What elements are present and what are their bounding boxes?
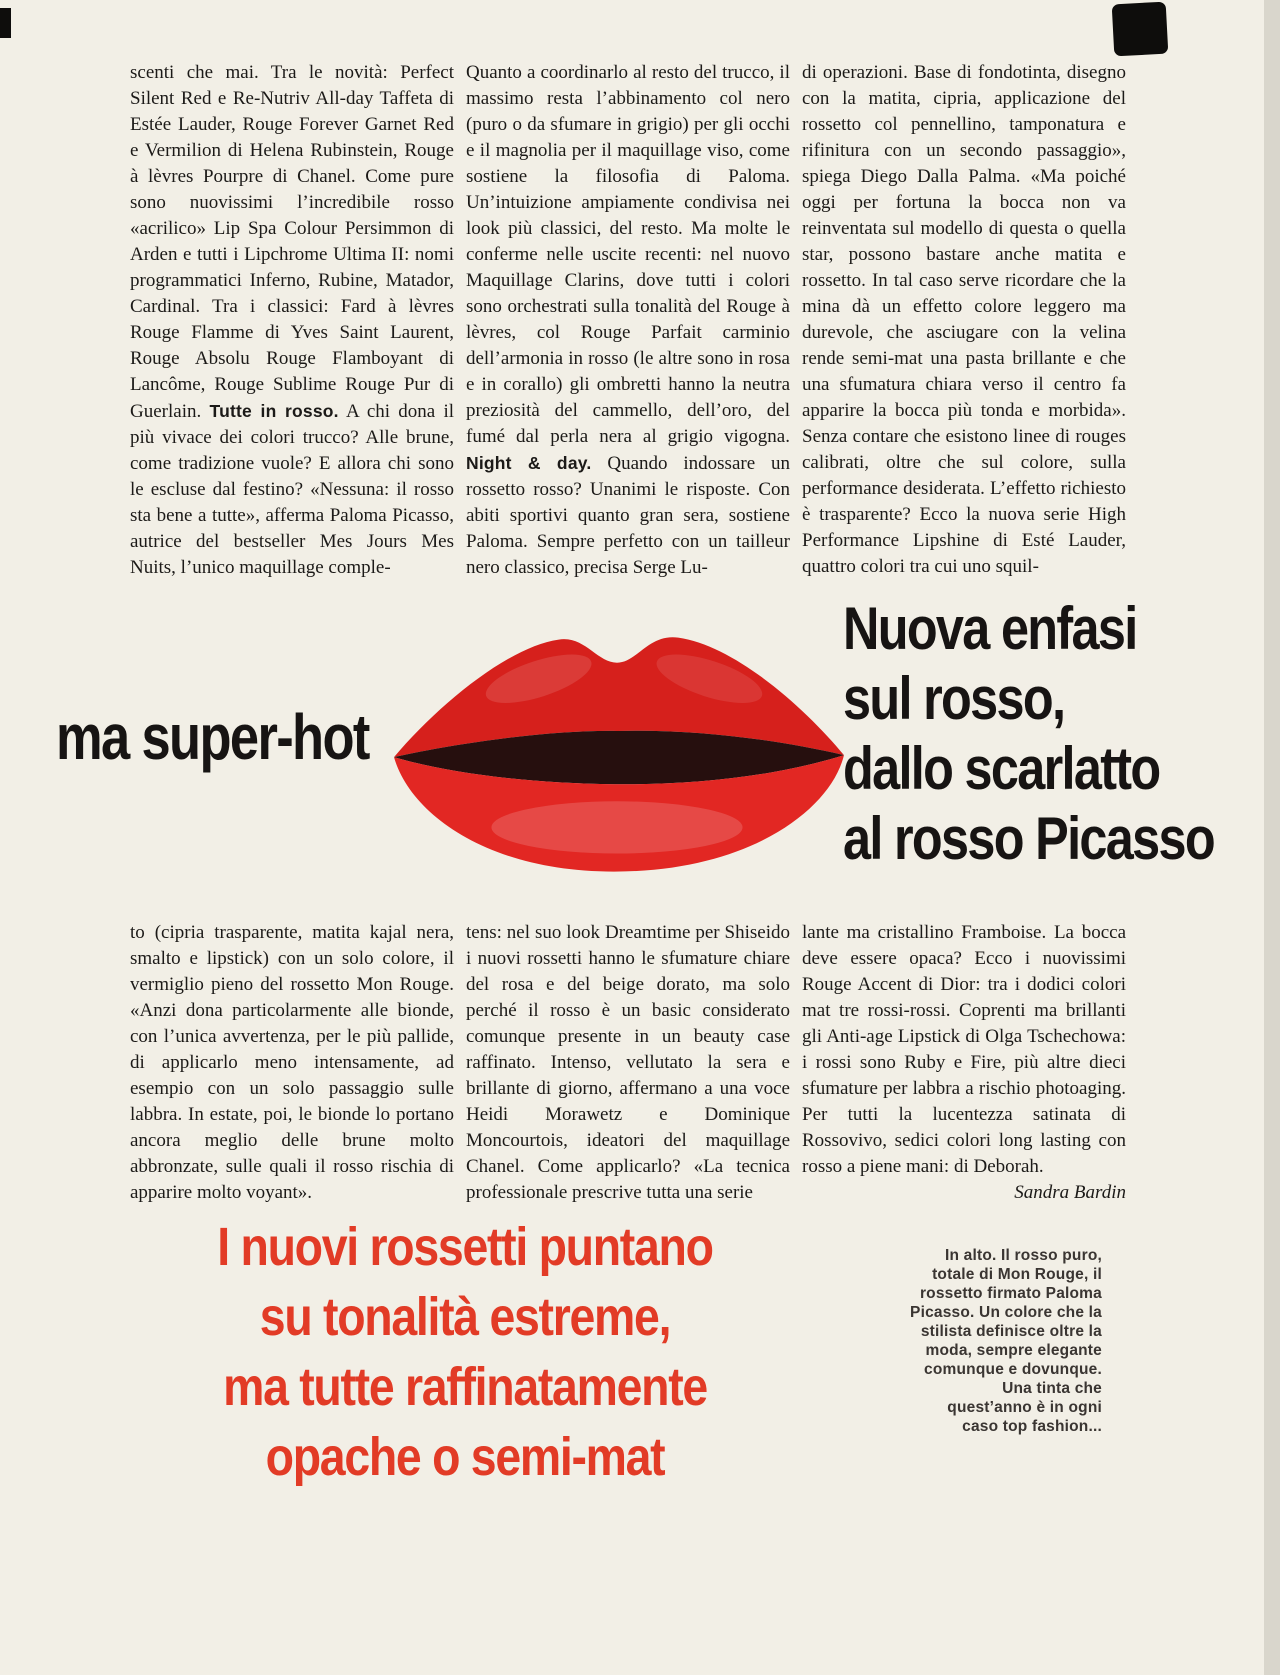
paragraph: Quanto a coordinarlo al resto del trucco, il massimo resta l’abbinamento col nero (puro o da sfumare in grigio) per gli occhi e il magnolia per il maquillage viso, come sostiene la filosofia di Paloma. Un’intuizione ampiamente condivisa nei look più classici, del resto. Ma molte le conferme nelle uscite recenti: nel nuovo Maquillage Clarins, dove tutti i colori sono orchestrati sulla tonalità del Rouge à lèvres, col Rouge Parfait carminio dell’armonia in rosso (le altre sono in rosa e in corallo) gli ombretti hanno la neutra preziosità del cammello, dell’oro, del fumé dal perla nera al grigio vigogna. [466, 62, 790, 447]
headline-line: dallo scarlatto [843, 735, 1160, 802]
caption-line: quest’anno è in ogni [947, 1399, 1102, 1416]
paragraph: tens: nel suo look Dreamtime per Shiseido i nuovi rossetti hanno le sfumature chiare del rosa e del beige dorato, ma solo perché il rosso è un basic considerato comunque presente in un beauty case raffinato. Intenso, vellutato la sera e brillante di giorno, affermano a una voce Heidi Morawetz e Dominique Moncourtois, ideatori del maquillage Chanel. Come applicarlo? «La tecnica professionale prescrive tutta una serie [466, 922, 790, 1203]
author-byline: Sandra Bardin [1014, 1182, 1126, 1203]
caption-line: totale di Mon Rouge, il [932, 1266, 1102, 1283]
top-column-2 [466, 60, 790, 581]
photo-caption [878, 1246, 1102, 1436]
body-text [130, 920, 454, 1206]
paragraph: Quando indossare un rossetto rosso? Unanimi le risposte. Con abiti sportivi quanto gran sera, sostiene Paloma. Sempre perfetto con un tailleur nero classico, precisa Serge Lu- [466, 453, 791, 578]
body-text [130, 60, 454, 581]
headline-line: su tonalità estreme, [259, 1287, 671, 1347]
caption-line: caso top fashion... [962, 1418, 1102, 1435]
headline-line: I nuovi rossetti puntano [217, 1217, 713, 1277]
bottom-column-2 [466, 920, 790, 1206]
paragraph: di operazioni. Base di fondotinta, disegno con la matita, cipria, applicazione del rossetto col pennellino, tamponatura e rifinitura con un secondo passaggio», spiega Diego Dalla Palma. «Ma poiché oggi per fortuna la bocca non va reinventata sul modello di questa o quella star, possono bastare anche matita e rossetto. In tal caso serve ricordare che la mina dà un effetto colore leggero ma durevole, che asciugare con la velina rende semi-mat una pasta brillante e che una sfumatura chiara verso il centro fa apparire la bocca più tonda e morbida». Senza contare che esistono linee di rouges calibrati, oltre che sul colore, sulla performance desiderata. L’effetto richiesto è trasparente? Ecco la nuova serie High Performance Lipshine di Esté Lauder, quattro colori tra cui uno squil- [802, 62, 1126, 577]
top-column-3 [802, 60, 1126, 581]
headline-line: al rosso Picasso [843, 805, 1214, 872]
caption-line: Una tinta che [1002, 1380, 1102, 1397]
headline-ma-super-hot: ma super-hot [56, 701, 369, 773]
headline-line: opache o semi-mat [265, 1427, 665, 1487]
lips-illustration [388, 578, 850, 890]
bottom-text-columns [130, 920, 1126, 1206]
red-lips-image [388, 578, 850, 890]
bold-lead-tutte-in-rosso: Tutte in rosso. [209, 401, 339, 421]
caption-line: Picasso. Un colore che la [910, 1304, 1102, 1321]
top-column-1 [130, 60, 454, 581]
print-registration-mark-right [1112, 2, 1169, 57]
bottom-column-3 [802, 920, 1126, 1206]
headline-line: sul rosso, [843, 665, 1065, 732]
paragraph: lante ma cristallino Framboise. La bocca deve essere opaca? Ecco i nuovissimi Rouge Accent di Dior: tra i dodici colori mat tre rossi-rossi. Coprenti ma brillanti gli Anti-age Lipstick di Olga Tschechowa: i rossi sono Ruby e Fire, più altre dieci sfumature per labbra a rischio photoaging. Per tutti la lucentezza satinata di Rossovivo, sedici colori long lasting con rosso a piene mani: di Deborah. [802, 922, 1126, 1177]
caption-line: comunque e dovunque. [924, 1361, 1102, 1378]
headline-nuovi-rossetti [168, 1212, 761, 1492]
page-edge-shadow [1264, 0, 1280, 1675]
print-registration-mark-left [0, 8, 11, 38]
caption-line: stilista definisce oltre la [920, 1323, 1102, 1340]
body-text [802, 60, 1126, 580]
headline-line: Nuova enfasi [843, 595, 1137, 662]
caption-line: rossetto firmato Paloma [919, 1285, 1102, 1302]
body-text [466, 920, 790, 1206]
paragraph: scenti che mai. Tra le novità: Perfect Silent Red e Re-Nutriv All-day Taffeta di Estée Lauder, Rouge Forever Garnet Red e Vermilion di Helena Rubinstein, Rouge à lèvres Pourpre di Chanel. Come pure sono nuovissimi l’incredibile rosso «acrilico» Lip Spa Colour Persimmon di Arden e tutti i Lipchrome Ultima II: nomi programmatici Inferno, Rubine, Matador, Cardinal. Tra i classici: Fard à lèvres Rouge Flamme di Yves Saint Laurent, Rouge Absolu Rouge Flamboyant di Lancôme, Rouge Sublime Rouge Pur di Guerlain. [130, 62, 454, 422]
body-text [802, 920, 1126, 1203]
paragraph: to (cipria trasparente, matita kajal nera, smalto e lipstick) con un solo colore, il vermiglio pieno del rossetto Mon Rouge. «Anzi dona particolarmente alle bionde, con l’unica avvertenza, per le più pallide, di applicarlo meno intensamente, ad esempio con un solo passaggio sulle labbra. In estate, poi, le bionde lo portano ancora meglio delle brune molto abbronzate, sulle quali il rosso rischia di apparire molto voyant». [130, 922, 454, 1203]
body-text [466, 60, 790, 581]
paragraph: A chi dona il più vivace dei colori trucco? Alle brune, come tradizione vuole? E allora chi sono le escluse dal festino? «Nessuna: il rosso sta bene a tutte», afferma Paloma Picasso, autrice del bestseller Mes Jours Mes Nuits, l’unico maquillage comple- [130, 401, 455, 578]
bold-lead-night-and-day: Night & day. [466, 453, 592, 473]
caption-line: moda, sempre elegante [925, 1342, 1102, 1359]
top-text-columns [130, 60, 1126, 581]
caption-line: In alto. Il rosso puro, [944, 1247, 1102, 1264]
headline-line: ma tutte raffinatamente [223, 1357, 707, 1417]
bottom-column-1 [130, 920, 454, 1206]
headline-nuova-enfasi [843, 594, 1214, 874]
